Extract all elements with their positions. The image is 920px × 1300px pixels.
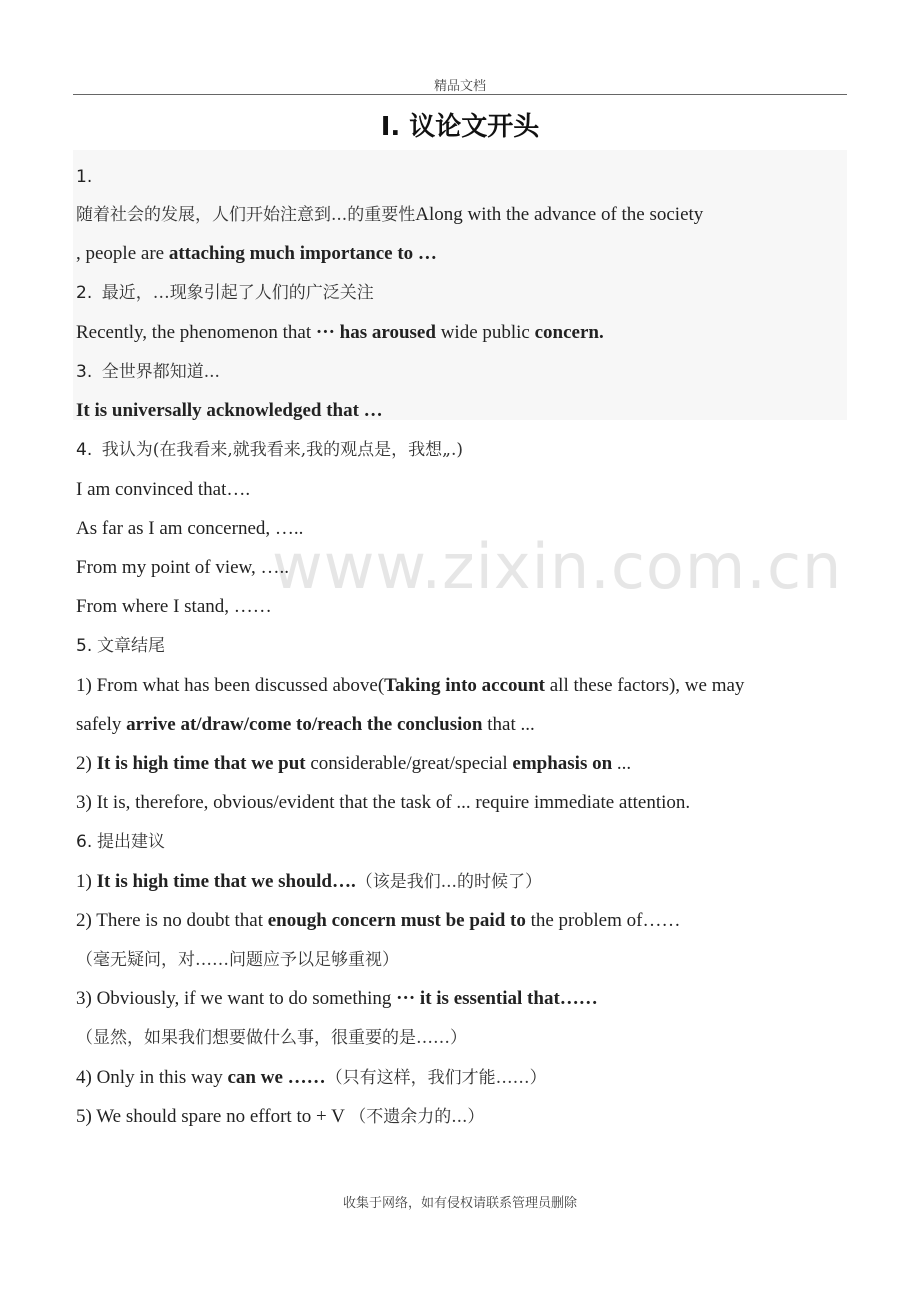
- section-6-item-5: [76, 1104, 484, 1130]
- section-6-item-3-chinese: （显然，如果我们想要做什么事，很重要的是……）: [76, 1028, 467, 1048]
- section-5-item-2: [76, 751, 631, 777]
- section-1-english: Along with the advance of the society: [415, 204, 704, 225]
- s5-i2-text-b: It is high time that we put: [96, 753, 306, 774]
- section-4-line-1: I am convinced that….: [76, 479, 251, 500]
- section-5-item-1-cont: [76, 712, 535, 738]
- section-6-item-3: [76, 986, 598, 1012]
- section-2-number: 2.: [76, 283, 93, 303]
- section-4-line-4: From where I stand, ……: [76, 596, 272, 617]
- s6-i2-text-c: the problem of……: [525, 910, 681, 931]
- section-2-text-a: Recently, the phenomenon that: [76, 322, 316, 343]
- section-3-number: 3.: [76, 362, 93, 382]
- section-2-chinese: 最近，…现象引起了人们的广泛关注: [101, 283, 374, 303]
- section-6-chinese: 提出建议: [96, 832, 165, 852]
- page-header: 精品文档: [433, 79, 486, 94]
- section-1-line: [76, 202, 703, 228]
- section-4-number: 4.: [76, 440, 93, 460]
- section-3-heading: [76, 359, 220, 385]
- s6-i2-text-a: 2) There is no doubt that: [76, 910, 268, 931]
- s5-i1-text-d: safely: [76, 714, 127, 735]
- header-divider: [73, 94, 847, 95]
- section-2-text-b: ··· has aroused: [315, 322, 436, 343]
- section-5-item-1: [76, 673, 744, 699]
- section-6-item-4: [76, 1065, 547, 1091]
- section-6-heading: [76, 829, 165, 855]
- section-6-item-2: [76, 908, 680, 934]
- s6-i4-text-a: 4) Only in this way: [76, 1067, 228, 1088]
- s5-i1-text-a: 1) From what has been discussed above(: [76, 675, 385, 696]
- s5-i2-text-e: ...: [612, 753, 632, 774]
- s6-i4-text-b: can we ……: [227, 1067, 326, 1088]
- section-4-heading: [76, 437, 463, 463]
- s5-i2-text-d: emphasis on: [512, 753, 613, 774]
- s5-i2-text-a: 2): [76, 753, 97, 774]
- section-2-text-c: wide public: [435, 322, 535, 343]
- s6-i1-text-a: 1): [76, 871, 97, 892]
- s5-i1-text-b: Taking into account: [384, 675, 545, 696]
- page-footer: 收集于网络，如有侵权请联系管理员删除: [342, 1196, 577, 1211]
- s5-i1-text-f: that ...: [482, 714, 535, 735]
- s5-i1-text-c: all these factors), we may: [545, 675, 745, 696]
- section-1-line-2: [76, 241, 437, 267]
- section-1-english-2: , people are: [76, 243, 169, 264]
- section-2-heading: [76, 280, 374, 306]
- section-4-line-2: As far as I am concerned, …..: [76, 518, 304, 539]
- section-1-chinese: 随着社会的发展，人们开始注意到...的重要性: [76, 205, 416, 225]
- section-2-english: [76, 320, 604, 346]
- section-1-english-bold: attaching much importance to …: [168, 243, 437, 264]
- s6-i1-text-b: It is high time that we should….: [96, 871, 356, 892]
- section-5-chinese: 文章结尾: [96, 636, 165, 656]
- watermark: www.zixin.com.cn: [272, 530, 843, 603]
- section-4-line-3: From my point of view, …..: [76, 557, 290, 578]
- section-2-text-d: concern.: [534, 322, 604, 343]
- s6-i5-text-a: 5) We should spare no effort to + V: [76, 1106, 350, 1127]
- section-1-number: 1.: [76, 167, 93, 187]
- s6-i5-chinese: （不遗余力的...）: [349, 1107, 485, 1127]
- s6-i4-chinese: （只有这样，我们才能……）: [325, 1068, 547, 1088]
- section-3-chinese: 全世界都知道...: [101, 362, 220, 382]
- section-4-chinese: 我认为(在我看来,就我看来,我的观点是，我想„.): [101, 440, 464, 460]
- s5-i1-text-e: arrive at/draw/come to/reach the conclusion: [126, 714, 483, 735]
- s6-i2-text-b: enough concern must be paid to: [267, 910, 526, 931]
- section-3-text: It is universally acknowledged that …: [76, 400, 383, 421]
- s6-i1-chinese: （该是我们...的时候了）: [355, 872, 542, 892]
- section-6-number: 6.: [76, 832, 93, 852]
- s5-i2-text-c: considerable/great/special: [305, 753, 513, 774]
- section-3-english: [76, 398, 383, 424]
- section-6-item-2-chinese: （毫无疑问，对……问题应予以足够重视）: [76, 950, 399, 970]
- section-5-heading: [76, 633, 165, 659]
- section-6-item-1: [76, 869, 542, 895]
- s6-i3-text-a: 3) Obviously, if we want to do something: [76, 988, 397, 1009]
- s6-i3-text-b: ··· it is essential that……: [396, 988, 598, 1009]
- page-title: I. 议论文开头: [380, 112, 540, 142]
- section-5-item-3: 3) It is, therefore, obvious/evident that the task of ... require immediate attention.: [76, 792, 691, 813]
- section-5-number: 5.: [76, 636, 93, 656]
